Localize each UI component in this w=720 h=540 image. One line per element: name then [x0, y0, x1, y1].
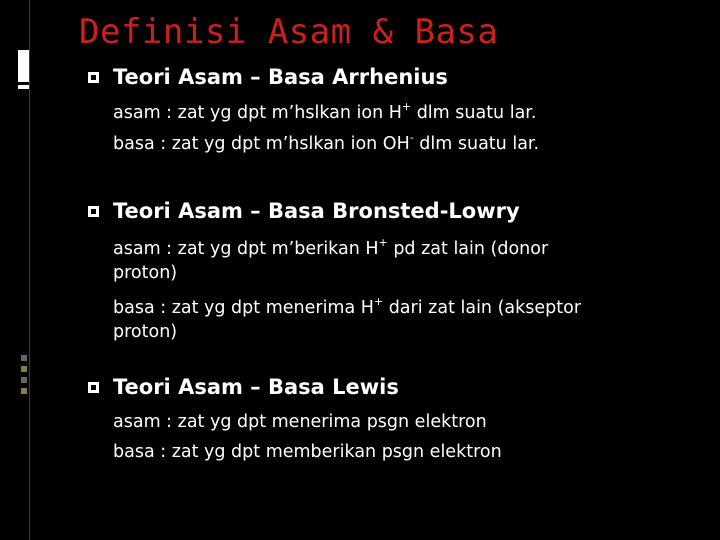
section-lewis: [88, 374, 688, 467]
bullet-icon: [88, 72, 99, 83]
body-line: basa : zat yg dpt menerima H+ dari zat lain (akseptor: [113, 294, 582, 318]
section-arrhenius: [88, 64, 688, 157]
section-heading: [88, 64, 688, 90]
section-heading: [88, 198, 688, 224]
heading-text: Teori Asam – Basa Arrhenius: [113, 65, 448, 89]
body-line: asam : zat yg dpt menerima psgn elektron: [113, 412, 487, 432]
stripe-2: [21, 366, 27, 372]
stripe-3: [21, 377, 27, 383]
left-deco-block: [18, 50, 29, 82]
heading-text: Teori Asam – Basa Lewis: [113, 375, 399, 399]
bullet-icon: [88, 206, 99, 217]
heading-text: Teori Asam – Basa Bronsted-Lowry: [113, 199, 520, 223]
body-line: asam : zat yg dpt m’berikan H+ pd zat lain (donor: [113, 236, 549, 259]
section-heading: [88, 374, 688, 400]
stripe-4: [21, 388, 27, 394]
left-rail: [29, 0, 30, 540]
body-line: basa : zat yg dpt memberikan psgn elektron: [113, 442, 502, 462]
slide-title: Definisi Asam & Basa: [79, 12, 499, 52]
body-line: proton): [113, 262, 178, 283]
bullet-icon: [88, 382, 99, 393]
section-bronsted-lowry: [88, 198, 688, 343]
left-deco-bar: [18, 85, 29, 89]
stripe-1: [21, 355, 27, 361]
body-line: proton): [113, 321, 178, 342]
body-line: basa : zat yg dpt m’hslkan ion OH- dlm suatu lar.: [113, 130, 540, 154]
body-line: asam : zat yg dpt m’hslkan ion H+ dlm suatu lar.: [113, 100, 537, 123]
